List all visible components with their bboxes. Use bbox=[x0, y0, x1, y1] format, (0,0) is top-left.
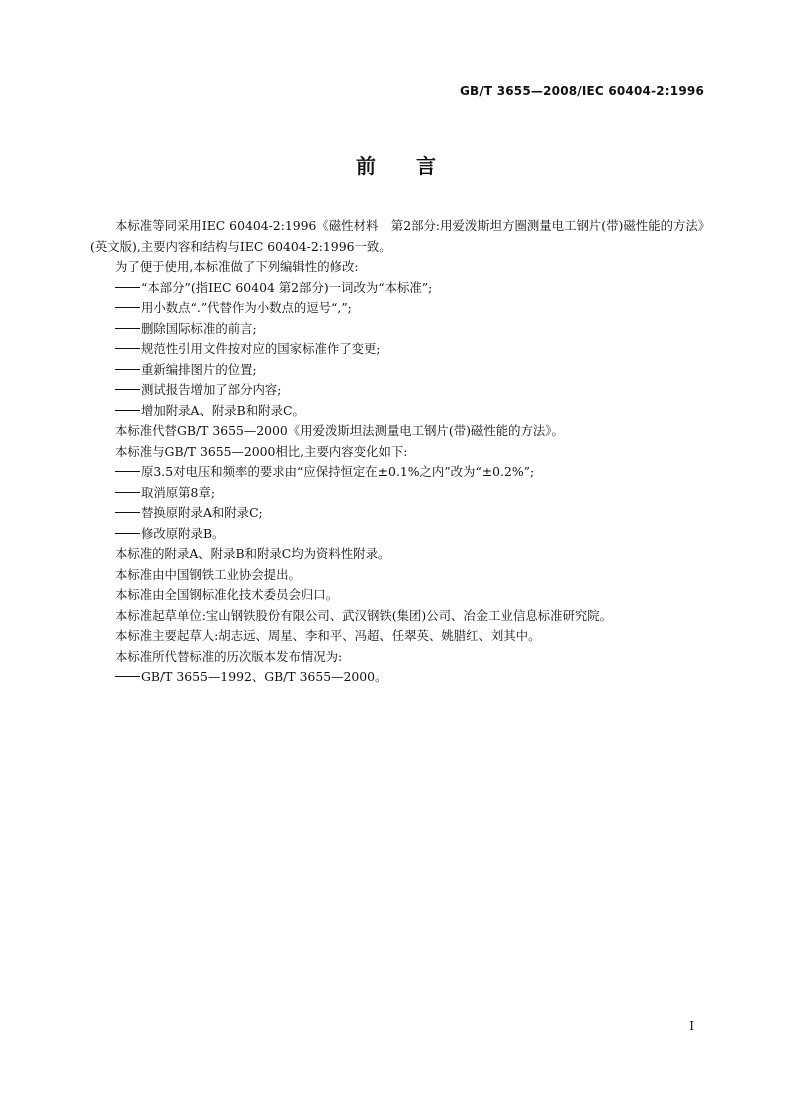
list-item: 增加附录A、附录B和附录C。 bbox=[90, 401, 704, 422]
em-dash-mark bbox=[115, 369, 140, 370]
paragraph-annexes: 本标准的附录A、附录B和附录C均为资料性附录。 bbox=[115, 546, 391, 561]
paragraph-proposed-by: 本标准由中国钢铁工业协会提出。 bbox=[115, 566, 301, 582]
list-item: 删除国际标准的前言; bbox=[90, 319, 704, 340]
list-item: 原3.5对电压和频率的要求由“应保持恒定在±0.1%之内”改为“±0.2%”; bbox=[90, 462, 704, 483]
list-item: 用小数点“.”代替作为小数点的逗号“,”; bbox=[90, 298, 704, 319]
em-dash-mark bbox=[115, 492, 140, 493]
list-item: GB/T 3655—1992、GB/T 3655—2000。 bbox=[90, 667, 704, 688]
em-dash-mark bbox=[115, 307, 140, 308]
paragraph-centralized-by: 本标准由全国钢标准化技术委员会归口。 bbox=[115, 587, 339, 602]
list-item: 取消原第8章; bbox=[90, 483, 704, 504]
paragraph-changes-intro: 本标准与GB/T 3655—2000相比,主要内容变化如下: bbox=[115, 443, 408, 459]
em-dash-mark bbox=[115, 389, 140, 390]
paragraph-history-intro: 本标准所代替标准的历次版本发布情况为: bbox=[115, 648, 343, 664]
paragraph-editorial-intro: 为了便于使用,本标准做了下列编辑性的修改: bbox=[115, 259, 359, 274]
paragraph-drafters: 本标准主要起草人:胡志远、周星、李和平、冯超、任翠英、姚腊红、刘其中。 bbox=[115, 628, 541, 643]
foreword-body bbox=[90, 216, 704, 688]
list-item: 替换原附录A和附录C; bbox=[90, 503, 704, 524]
paragraph-replaces: 本标准代替GB/T 3655—2000《用爱泼斯坦法测量电工钢片(带)磁性能的方法》。 bbox=[115, 423, 564, 438]
em-dash-mark bbox=[115, 676, 140, 677]
em-dash-mark bbox=[115, 328, 140, 329]
list-item: 测试报告增加了部分内容; bbox=[90, 380, 704, 401]
list-item: “本部分”(指IEC 60404 第2部分)一词改为“本标准”; bbox=[90, 278, 704, 299]
page-number: I bbox=[689, 1019, 694, 1033]
em-dash-mark bbox=[115, 410, 140, 411]
em-dash-mark bbox=[115, 348, 140, 349]
list-item: 规范性引用文件按对应的国家标准作了变更; bbox=[90, 339, 704, 360]
paragraph-adoption: 本标准等同采用IEC 60404-2:1996《磁性材料 第2部分:用爱泼斯坦方圈测量电工钢片(带)磁性能的方法》(英文版),主要内容和结构与IEC 60404-2:1996一致。 bbox=[90, 218, 704, 254]
paragraph-drafting-units: 本标准起草单位:宝山钢铁股份有限公司、武汉钢铁(集团)公司、冶金工业信息标准研究院。 bbox=[115, 607, 613, 623]
em-dash-mark bbox=[115, 287, 140, 288]
list-item: 重新编排图片的位置; bbox=[90, 360, 704, 381]
em-dash-mark bbox=[115, 512, 140, 513]
em-dash-mark bbox=[115, 533, 140, 534]
standard-number-header: GB/T 3655—2008/IEC 60404-2:1996 bbox=[459, 84, 704, 98]
list-item: 修改原附录B。 bbox=[90, 524, 704, 545]
page-title: 前言 bbox=[356, 154, 476, 178]
em-dash-mark bbox=[115, 471, 140, 472]
